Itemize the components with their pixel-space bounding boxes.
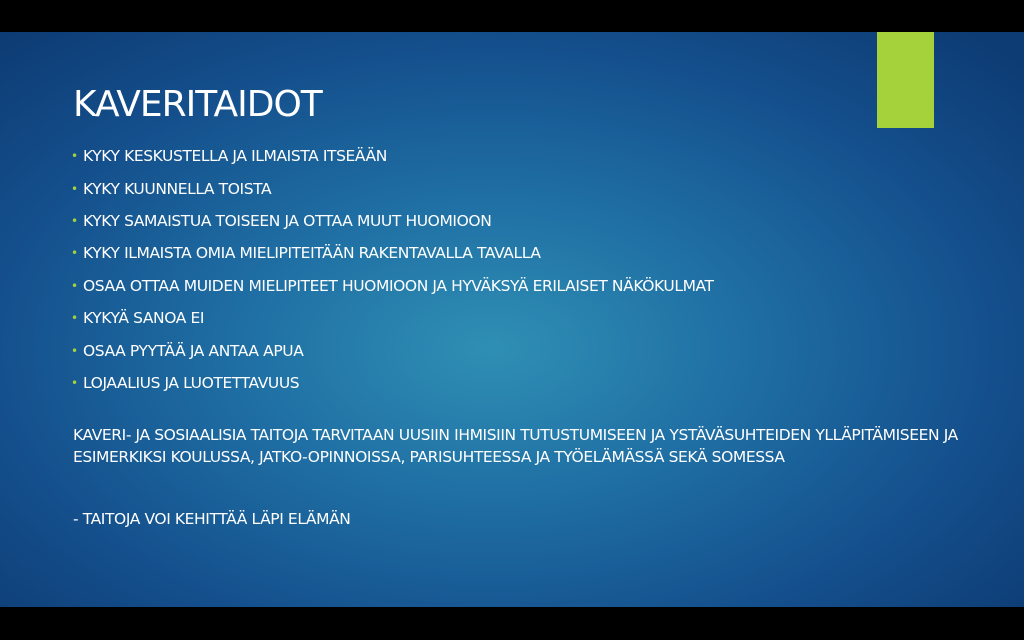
bullet-item	[71, 270, 714, 302]
bullet-dot-icon: •	[71, 311, 78, 326]
accent-rectangle	[877, 32, 934, 128]
bullet-item	[71, 140, 714, 172]
letterbox-bottom	[0, 607, 1024, 640]
summary-paragraph: KAVERI- JA SOSIAALISIA TAITOJA TARVITAAN UUSIIN IHMISIIN TUTUSTUMISEEN JA YSTÄVÄSUHTEIDEN YLLÄPITÄMISEEN JA ESIMERKIKSI KOULUSSA, JATKO-OPINNOISSA, PARISUHTEESSA JA TYÖELÄMÄSSÄ SEKÄ SOMESSA	[73, 426, 958, 466]
bullet-text: KYKY ILMAISTA OMIA MIELIPITEITÄÄN RAKENTAVALLA TAVALLA	[83, 244, 541, 263]
bullet-text: KYKY KESKUSTELLA JA ILMAISTA ITSEÄÄN	[83, 147, 387, 166]
bullet-item	[71, 302, 714, 334]
bullet-dot-icon: •	[71, 181, 78, 196]
bullet-text: KYKY KUUNNELLA TOISTA	[83, 179, 272, 198]
bullet-dot-icon: •	[71, 375, 78, 390]
bullet-item	[71, 367, 714, 399]
bullet-text: LOJAALIUS JA LUOTETTAVUUS	[83, 373, 300, 392]
bullet-text: KYKY SAMAISTUA TOISEEN JA OTTAA MUUT HUOMIOON	[83, 211, 492, 230]
slide-title: KAVERITAIDOT	[73, 84, 322, 125]
letterbox-top	[0, 0, 1024, 32]
bullet-dot-icon: •	[71, 149, 78, 164]
bullet-text: OSAA OTTAA MUIDEN MIELIPITEET HUOMIOON JA HYVÄKSYÄ ERILAISET NÄKÖKULMAT	[83, 276, 714, 295]
closing-note: - TAITOJA VOI KEHITTÄÄ LÄPI ELÄMÄN	[73, 510, 351, 528]
bullet-item	[71, 237, 714, 269]
bullet-dot-icon: •	[71, 278, 78, 293]
bullet-text: KYKYÄ SANOA EI	[83, 309, 205, 328]
bullet-text: OSAA PYYTÄÄ JA ANTAA APUA	[83, 341, 304, 360]
bullet-item	[71, 172, 714, 204]
bullet-item	[71, 205, 714, 237]
bullet-dot-icon: •	[71, 246, 78, 261]
bullet-list	[71, 140, 714, 399]
bullet-item	[71, 334, 714, 366]
bullet-dot-icon: •	[71, 343, 78, 358]
bullet-dot-icon: •	[71, 213, 78, 228]
presentation-slide	[0, 32, 1024, 607]
